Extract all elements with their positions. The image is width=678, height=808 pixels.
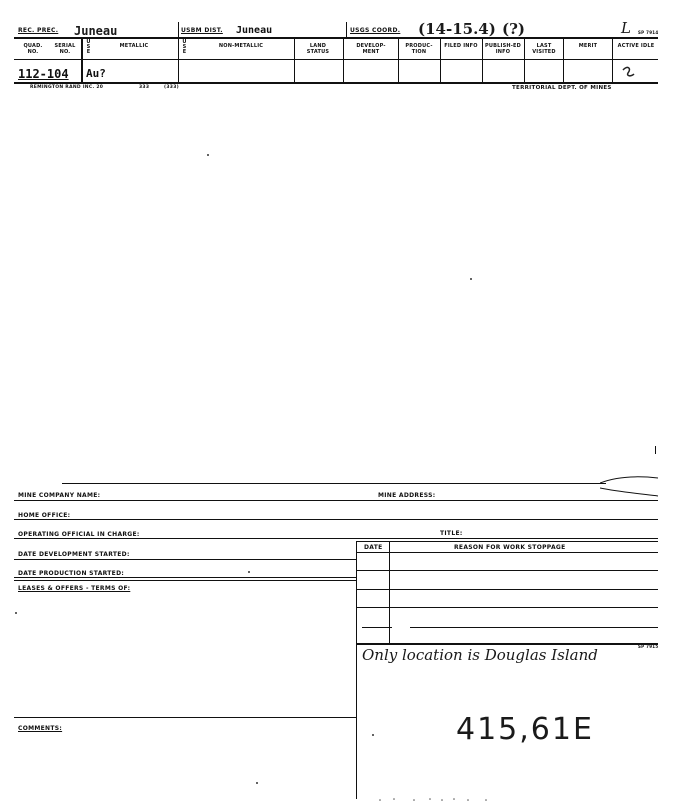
mine-company-name-label: MINE COMPANY NAME: xyxy=(18,492,101,499)
last-visited-header: LAST VISITED xyxy=(532,43,556,55)
home-office-label: HOME OFFICE: xyxy=(18,512,71,519)
usgs-coord-value: (14-15.4) xyxy=(418,20,496,38)
title-label: TITLE: xyxy=(440,530,463,537)
land-status-header: LAND STATUS xyxy=(306,43,330,55)
top-form-number: SP 7914 xyxy=(638,30,659,35)
rec-prec-value: Juneau xyxy=(74,24,118,38)
bottom-form-number: SP 7915 xyxy=(638,644,659,649)
filed-info-header: FILED INFO xyxy=(444,43,478,49)
usgs-coord-extra: (?) xyxy=(502,20,525,38)
rec-prec-label: REC. PREC. xyxy=(18,27,59,34)
usgs-coord-label: USGS COORD. xyxy=(350,27,401,34)
reason-column-header: REASON FOR WORK STOPPAGE xyxy=(454,544,566,551)
production-header: PRODUC-TION xyxy=(405,43,433,55)
top-footer-left: REMINGTON RAND INC. 20 xyxy=(30,85,104,90)
handwritten-number: 415,61E xyxy=(456,712,594,747)
date-development-started-label: DATE DEVELOPMENT STARTED: xyxy=(18,551,130,558)
use-nonmetallic-header: USE xyxy=(182,39,187,55)
top-footer-right: TERRITORIAL DEPT. OF MINES xyxy=(512,85,612,91)
date-column-header: DATE xyxy=(364,544,383,551)
faint-marks-icon xyxy=(376,796,496,804)
active-idle-header: ACTIVE IDLE xyxy=(617,43,655,49)
quad-serial-entry: 112-104 xyxy=(18,67,69,81)
card-edge-curve-icon xyxy=(600,474,660,498)
usbm-dist-label: USBM DIST. xyxy=(181,27,223,34)
pencil-mark-icon xyxy=(618,64,642,80)
non-metallic-header: NON-METALLIC xyxy=(218,43,264,49)
handwritten-note: Only location is Douglas Island xyxy=(362,646,598,664)
top-footer-mid-1: 333 xyxy=(139,85,150,90)
quad-no-header: QUAD. NO. xyxy=(23,43,43,55)
comments-label: COMMENTS: xyxy=(18,725,63,732)
date-production-started-label: DATE PRODUCTION STARTED: xyxy=(18,570,125,577)
use-metallic-header: USE xyxy=(86,39,91,55)
serial-no-header: SERIAL NO. xyxy=(54,43,76,55)
metallic-entry: Au? xyxy=(86,67,106,80)
metallic-header: METALLIC xyxy=(119,43,149,49)
corner-letter: L xyxy=(621,19,631,37)
leases-offers-label: LEASES & OFFERS - TERMS OF: xyxy=(18,585,131,592)
development-header: DEVELOP-MENT xyxy=(356,43,386,55)
operating-official-label: OPERATING OFFICIAL IN CHARGE: xyxy=(18,531,140,538)
merit-header: MERIT xyxy=(578,43,598,49)
mine-address-label: MINE ADDRESS: xyxy=(378,492,436,499)
top-footer-mid-2: (333) xyxy=(164,85,180,90)
published-info-header: PUBLISH-ED INFO xyxy=(484,43,521,55)
usbm-dist-value: Juneau xyxy=(236,25,273,36)
